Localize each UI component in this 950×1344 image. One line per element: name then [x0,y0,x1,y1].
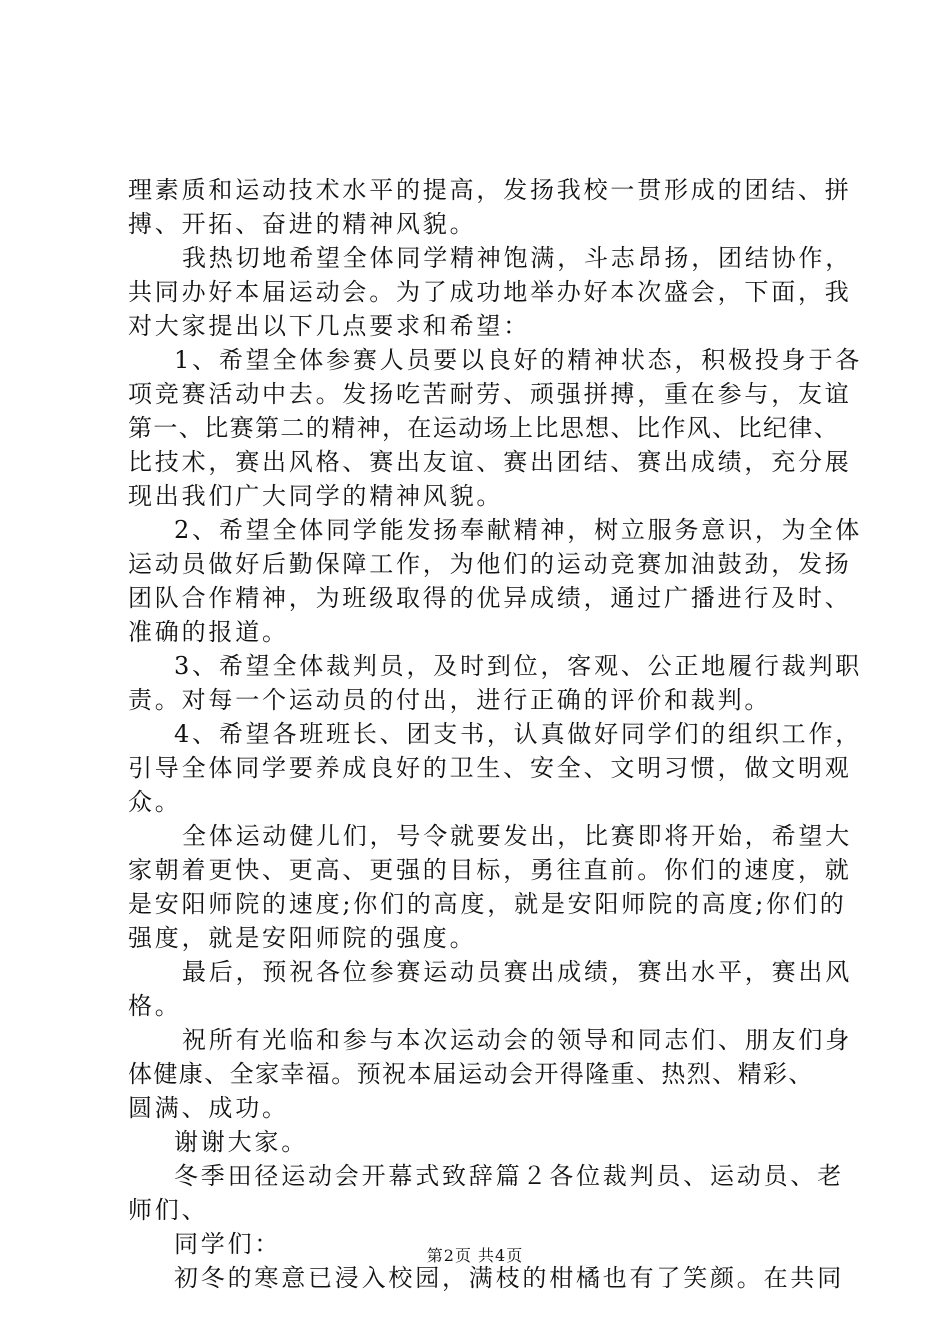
page-number-footer: 第2页 共4页 [426,1246,524,1265]
text-line: 3、希望全体裁判员，及时到位，客观、公正地履行裁判职 [174,652,863,680]
text-line: 比技术，赛出风格、赛出友谊、赛出团结、赛出成绩，充分展 [128,448,852,476]
text-line: 共同办好本届运动会。为了成功地举办好本次盛会，下面，我 [128,278,852,306]
text-line: 2、希望全体同学能发扬奉献精神，树立服务意识，为全体 [174,516,863,544]
text-line: 师们、 [128,1196,209,1224]
text-line: 搏、开拓、奋进的精神风貌。 [128,210,477,238]
text-line: 4、希望各班班长、团支书，认真做好同学们的组织工作， [174,720,863,748]
text-line: 团队合作精神，为班级取得的优异成绩，通过广播进行及时、 [128,584,852,612]
text-line: 冬季田径运动会开幕式致辞篇２各位裁判员、运动员、老 [174,1162,844,1190]
text-line: 引导全体同学要养成良好的卫生、安全、文明习惯，做文明观 [128,754,852,782]
text-line: 是安阳师院的速度;你们的高度，就是安阳师院的高度;你们的 [128,890,847,918]
text-line: 格。 [128,992,182,1020]
text-line: 理素质和运动技术水平的提高，发扬我校一贯形成的团结、拼 [128,176,852,204]
text-line: 准确的报道。 [128,618,289,646]
text-line: 1、希望全体参赛人员要以良好的精神状态，积极投身于各 [174,346,863,374]
text-line: 运动员做好后勤保障工作，为他们的运动竞赛加油鼓劲，发扬 [128,550,852,578]
text-line: 第一、比赛第二的精神，在运动场上比思想、比作风、比纪律、 [128,414,840,442]
document-body [128,173,863,1295]
text-line: 现出我们广大同学的精神风貌。 [128,482,504,510]
text-line: 众。 [128,788,182,816]
text-line: 同学们： [174,1230,282,1258]
text-line: 我热切地希望全体同学精神饱满，斗志昂扬，团结协作， [182,244,852,272]
text-line: 全体运动健儿们，号令就要发出，比赛即将开始，希望大 [182,822,852,850]
text-line: 责。对每一个运动员的付出，进行正确的评价和裁判。 [128,686,772,714]
text-line: 圆满、成功。 [128,1094,289,1122]
text-line: 初冬的寒意已浸入校园，满枝的柑橘也有了笑颜。在共同 [174,1264,844,1292]
text-line: 强度，就是安阳师院的强度。 [128,924,477,952]
text-line: 项竞赛活动中去。发扬吃苦耐劳、顽强拼搏，重在参与，友谊 [128,380,852,408]
text-line: 体健康、全家幸福。预祝本届运动会开得隆重、热烈、精彩、 [128,1060,814,1088]
text-line: 最后，预祝各位参赛运动员赛出成绩，赛出水平，赛出风 [182,958,852,986]
text-line: 祝所有光临和参与本次运动会的领导和同志们、朋友们身 [182,1026,852,1054]
text-line: 谢谢大家。 [174,1128,308,1156]
text-line: 家朝着更快、更高、更强的目标，勇往直前。你们的速度，就 [128,856,852,884]
text-line: 对大家提出以下几点要求和希望： [128,312,530,340]
